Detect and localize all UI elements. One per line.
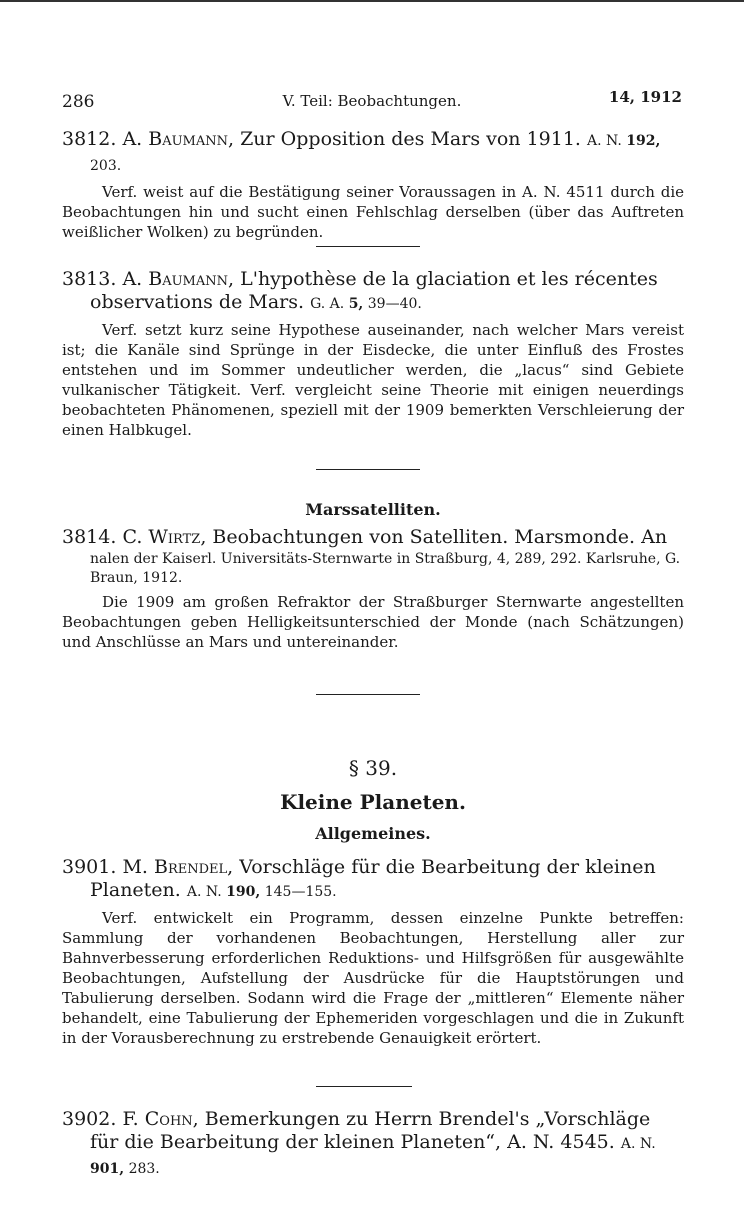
entry-title: 3814. C. Wirtz, Beobachtungen von Satelliten. Marsmonde. An bbox=[62, 526, 668, 548]
section-number: § 39. bbox=[348, 756, 398, 780]
page-number: 286 bbox=[62, 92, 95, 112]
entry-source: A. N. 901, 283. bbox=[90, 1136, 656, 1177]
section-title: Kleine Planeten. bbox=[280, 790, 466, 814]
entry-body: Verf. weist auf die Bestätigung seiner Voraussagen in A. N. 4511 durch die Beobachtungen hin und sucht einen Fehlschlag derselben (über das Auftreten weißlicher Wolken) zu begründen. bbox=[62, 183, 684, 241]
entry-body: Verf. setzt kurz seine Hypothese auseinander, nach welcher Mars vereist ist; die Kanäle sind Sprünge in der Eisdecke, die unter Einfluß des Frostes entstehen und im Sommer undeutlicher werden, die „lacus“ sind Gebiete vulkanischer Tätigkeit. Verf. vergleicht seine Theorie mit einigen neuerdings beobachteten Phänomenen, speziell mit der 1909 bemerkten Verschleierung der einen Halbkugel. bbox=[62, 321, 684, 439]
entry-source: A. N. 192, 203. bbox=[90, 133, 661, 174]
entry-3813 bbox=[62, 268, 684, 440]
entry-title: 3812. A. Baumann, Zur Opposition des Mars von 1911. A. N. 192, 203. bbox=[62, 128, 661, 174]
entry-title: 3901. M. Brendel, Vorschläge für die Bearbeitung der kleinen Planeten. A. N. 190, 145—155. bbox=[62, 856, 656, 901]
entry-source: A. N. 190, 145—155. bbox=[186, 884, 337, 900]
divider bbox=[316, 694, 420, 695]
entry-title: 3813. A. Baumann, L'hypothèse de la glaciation et les récentes observations de Mars. G. A. 5, 39—40. bbox=[62, 268, 658, 313]
entry-source: G. A. 5, 39—40. bbox=[310, 296, 422, 312]
running-title: V. Teil: Beobachtungen. bbox=[282, 92, 462, 110]
entry-3902 bbox=[62, 1108, 684, 1181]
volume-year: 14, 1912 bbox=[608, 88, 682, 106]
entry-title: 3902. F. Cohn, Bemerkungen zu Herrn Brendel's „Vorschläge für die Bearbeitung der kleinen Planeten“, A. N. 4545. A. N. 901, 283. bbox=[62, 1108, 656, 1177]
entry-body: Verf. entwickelt ein Programm, dessen einzelne Punkte betreffen: Sammlung der vorhandenen Beobachtungen, Herstellung aller zur Bahnverbesserung erforderlichen Reduktions- und Hilfsgrößen für ausgewählte Beobachtungen, Aufstellung der Ausdrücke für die Hauptstörungen und Tabulierung derselben. Sodann wird die Frage der „mittleren“ Elemente näher behandelt, eine Tabulierung der Ephemeriden vorgeschlagen und die in Zukunft in der Vorausberechnung zu erstrebende Genauigkeit erörtert. bbox=[62, 909, 684, 1047]
divider bbox=[316, 246, 420, 247]
entry-source: nalen der Kaiserl. Universitäts-Sternwarte in Straßburg, 4, 289, 292. Karlsruhe, G. Braun, 1912. bbox=[90, 551, 681, 586]
top-rule bbox=[0, 0, 744, 2]
divider bbox=[316, 469, 420, 470]
entry-3814 bbox=[62, 526, 684, 652]
entry-3901 bbox=[62, 856, 684, 1048]
section-subtitle: Allgemeines. bbox=[315, 824, 431, 843]
page-header bbox=[62, 88, 682, 110]
divider bbox=[316, 1086, 412, 1087]
section-heading-marssatelliten: Marssatelliten. bbox=[305, 500, 441, 519]
entry-body: Die 1909 am großen Refraktor der Straßburger Sternwarte angestellten Beobachtungen geben Helligkeitsunterschied der Monde (nach Schätzungen) und Anschlüsse an Mars und untereinander. bbox=[62, 593, 684, 651]
entry-3812 bbox=[62, 128, 684, 242]
